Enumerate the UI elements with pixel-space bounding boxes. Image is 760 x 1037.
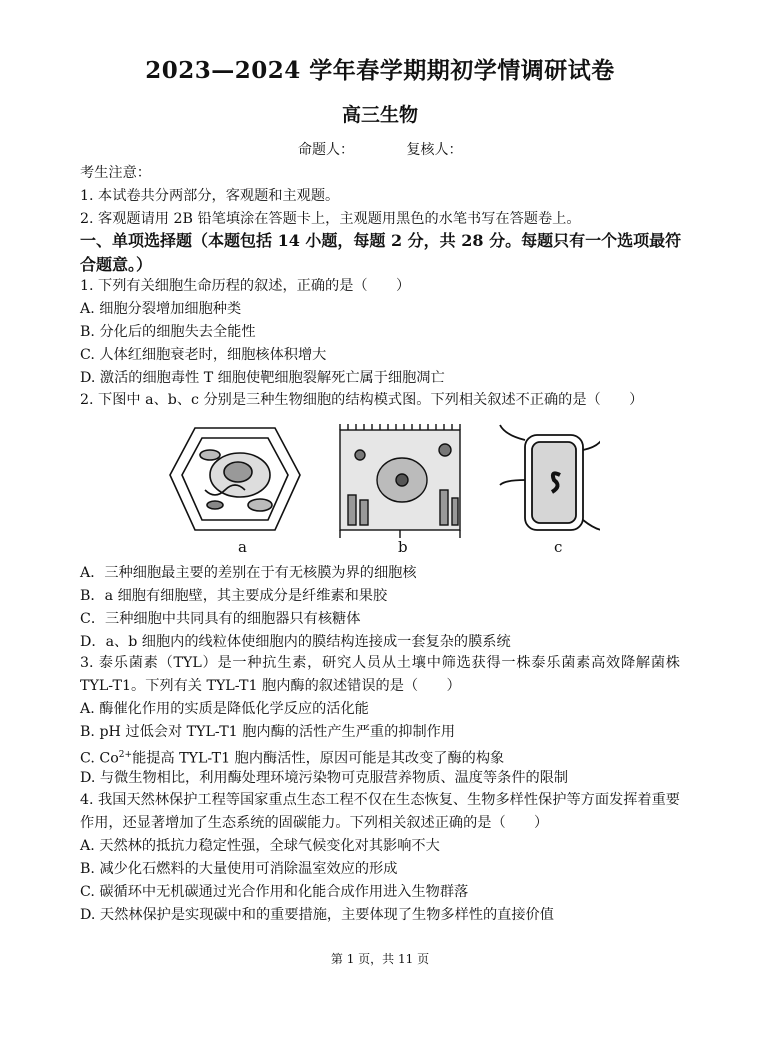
- notice-heading: 考生注意：: [80, 165, 151, 181]
- figure-label-c: c: [554, 538, 563, 556]
- option: C．三种细胞中共同具有的细胞器只有核糖体: [80, 611, 361, 627]
- option-c-rest: 能提高 TYL-T1 胞内酶活性，原因可能是其改变了酶的构象: [132, 750, 505, 767]
- bacterial-cell-c: [500, 425, 600, 530]
- option: C. 人体红细胞衰老时，细胞核体积增大: [80, 347, 327, 363]
- animal-cell-b: [340, 424, 460, 538]
- cell-diagrams: [160, 420, 600, 560]
- subject-title: 高三生物: [341, 104, 418, 126]
- option: B. 分化后的细胞失去全能性: [80, 324, 256, 340]
- option: A. 酶催化作用的实质是降低化学反应的活化能: [80, 701, 369, 717]
- option: A．三种细胞最主要的差别在于有无核膜为界的细胞核: [80, 565, 417, 581]
- cell-diagram-svg: [160, 420, 600, 560]
- option: D．a、b 细胞内的线粒体使细胞内的膜结构连接成一套复杂的膜系统: [80, 634, 511, 650]
- notice-item: 1. 本试卷共分两部分，客观题和主观题。: [80, 188, 340, 204]
- author-label: 命题人：: [298, 142, 354, 158]
- option: D. 激活的细胞毒性 T 细胞使靶细胞裂解死亡属于细胞凋亡: [80, 370, 445, 386]
- question-stem: 3. 泰乐菌素（TYL）是一种抗生素，研究人员从土壤中筛选获得一株泰乐菌素高效降解菌株 TYL-T1。下列有关 TYL-T1 胞内酶的叙述错误的是（ ）: [80, 655, 680, 694]
- question-stem: 4. 我国天然林保护工程等国家重点生态工程不仅在生态恢复、生物多样性保护等方面发挥着重要作用，还显著增加了生态系统的固碳能力。下列相关叙述正确的是（ ）: [80, 792, 680, 831]
- option: D. 天然林保护是实现碳中和的重要措施，主要体现了生物多样性的直接价值: [80, 907, 554, 923]
- option: A. 天然林的抵抗力稳定性强，全球气候变化对其影响不大: [80, 838, 440, 854]
- page-footer: 第 1 页，共 11 页: [330, 952, 430, 966]
- notice-item: 2. 客观题请用 2B 铅笔填涂在答题卡上，主观题用黑色的水笔书写在答题卷上。: [80, 211, 581, 227]
- plant-cell-a: [170, 428, 300, 530]
- figure-label-b: b: [398, 538, 408, 556]
- option-c-prefix: C. Co: [80, 750, 119, 767]
- option: B. 减少化石燃料的大量使用可消除温室效应的形成: [80, 861, 398, 877]
- section-title: 一、单项选择题（本题包括 14 小题，每题 2 分，共 28 分。每题只有一个选项最符合题意。）: [80, 231, 682, 274]
- option: C. 碳循环中无机碳通过光合作用和化能合成作用进入生物群落: [80, 884, 469, 900]
- authors-line: [298, 139, 510, 159]
- option: D. 与微生物相比，利用酶处理环境污染物可克服营养物质、温度等条件的限制: [80, 770, 569, 786]
- option: B．a 细胞有细胞壁，其主要成分是纤维素和果胶: [80, 588, 388, 604]
- option: A. 细胞分裂增加细胞种类: [80, 301, 242, 317]
- question-stem: 1. 下列有关细胞生命历程的叙述，正确的是（ ）: [80, 278, 411, 294]
- option: B. pH 过低会对 TYL-T1 胞内酶的活性产生严重的抑制作用: [80, 724, 456, 740]
- question-stem: 2. 下图中 a、b、c 分别是三种生物细胞的结构模式图。下列相关叙述不正确的是（ ）: [80, 392, 644, 408]
- option-c-sup: 2+: [118, 750, 133, 760]
- figure-label-a: a: [238, 538, 247, 556]
- reviewer-label: 复核人：: [406, 142, 463, 158]
- option-c: [80, 745, 504, 769]
- exam-title: 2023—2024 学年春学期期初学情调研试卷: [145, 57, 615, 84]
